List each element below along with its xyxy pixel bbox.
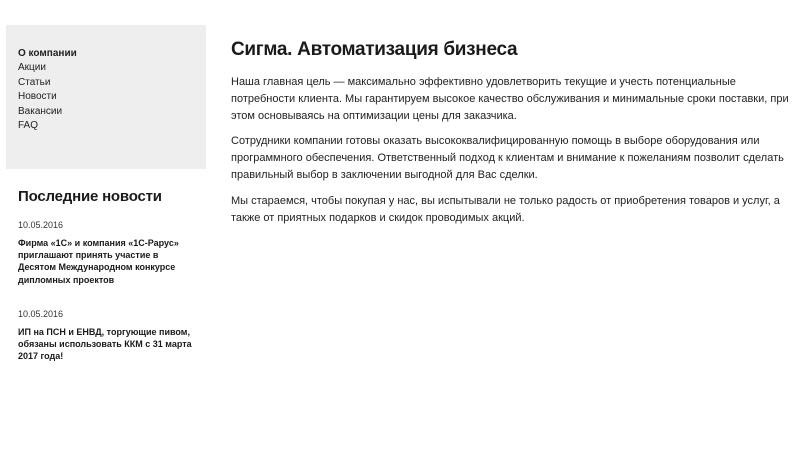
- main-content: [231, 37, 794, 226]
- sidebar: [6, 25, 206, 362]
- sidebar-item-about[interactable]: О компании: [18, 48, 77, 59]
- staff-paragraph: Сотрудники компании готовы оказать высококвалифицированную помощь в выборе оборудования или программного обеспечения. Ответственный подход к клиентам и внимание к пожеланиям позволит сделать правильный выбор в заключении выгодной для Вас сделки.: [231, 135, 784, 181]
- news-item: [18, 219, 194, 286]
- page-title: Сигма. Автоматизация бизнеса: [231, 39, 518, 60]
- news-title-link[interactable]: Фирма «1С» и компания «1С-Рарус» приглашают принять участие в Десятом Международном конкурсе дипломных проектов: [18, 238, 179, 285]
- sidebar-item-promotions[interactable]: Акции: [18, 62, 46, 74]
- news-date: 10.05.2016: [18, 308, 64, 319]
- sidebar-item-vacancies[interactable]: Вакансии: [18, 105, 63, 117]
- sidebar-menu: [6, 25, 206, 169]
- intro-paragraph: Наша главная цель — максимально эффективно удовлетворить текущие и учесть потенциальные потребности клиента. Мы гарантируем высокое качество обслуживания и минимальные сроки поставки, при этом основываясь на оптимизации цены для заказчика.: [231, 76, 789, 122]
- sidebar-item-faq[interactable]: FAQ: [18, 120, 39, 132]
- sidebar-item-articles[interactable]: Статьи: [18, 76, 51, 88]
- latest-news: [6, 187, 206, 362]
- news-date: 10.05.2016: [18, 220, 64, 230]
- latest-news-heading: Последние новости: [18, 188, 162, 205]
- sidebar-item-news[interactable]: Новости: [18, 91, 57, 103]
- promotions-paragraph: Мы стараемся, чтобы покупая у нас, вы испытывали не только радость от приобретения товаров и услуг, а также от приятных подарков и скидок проводимых акций.: [231, 194, 780, 224]
- news-item: [18, 308, 194, 363]
- news-title-link[interactable]: ИП на ПСН и ЕНВД, торгующие пивом, обязаны использовать ККМ с 31 марта 2017 года!: [18, 326, 192, 362]
